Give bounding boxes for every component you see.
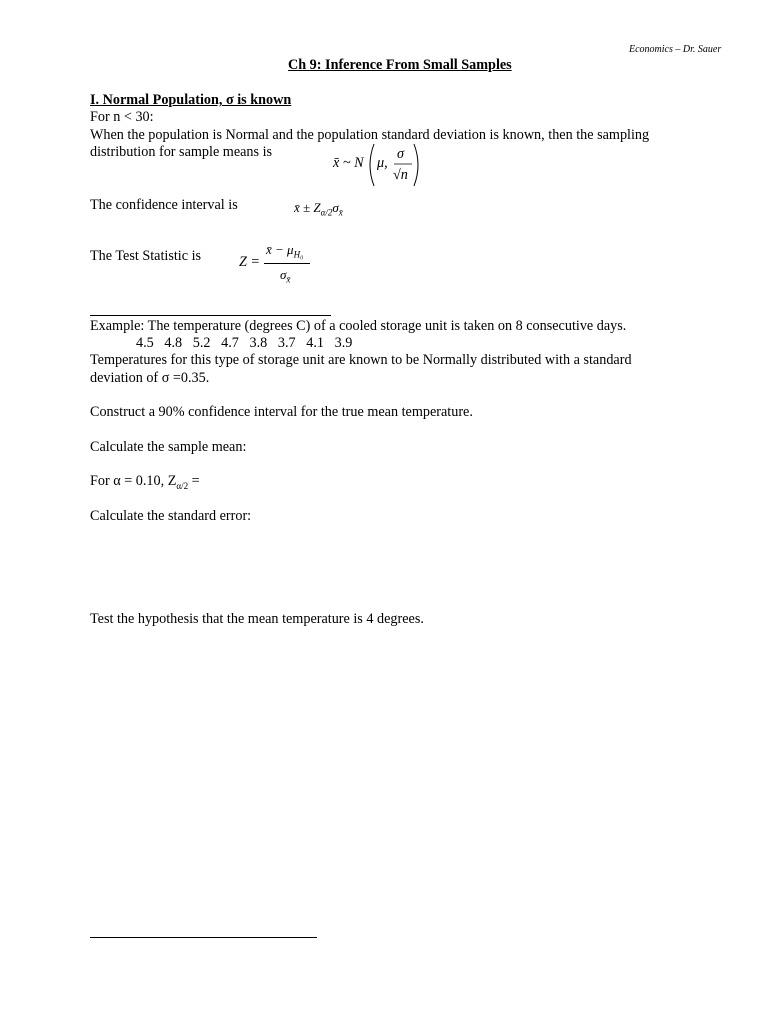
formula-sigma: σ: [397, 146, 404, 162]
page-title: Ch 9: Inference From Small Samples: [288, 57, 512, 73]
ts-numerator: [266, 242, 303, 260]
ts-denominator: [280, 267, 290, 285]
example-intro: Example: The temperature (degrees C) of a cooled storage unit is taken on 8 consecutive days.: [90, 318, 627, 334]
formula-mu: μ,: [377, 155, 388, 171]
ci-formula: [294, 200, 343, 218]
construct-line: Construct a 90% confidence interval for the true mean temperature.: [90, 404, 473, 420]
alpha-text: For α = 0.10, Z: [90, 473, 177, 489]
ts-numerator-sub: H₀: [293, 249, 304, 260]
ci-sigma: σ: [332, 200, 339, 215]
footer-line: [90, 937, 317, 938]
calc-mean-line: Calculate the sample mean:: [90, 439, 247, 455]
for-n-line: For n < 30:: [90, 109, 154, 125]
section-heading: I. Normal Population, σ is known: [90, 92, 292, 108]
fraction-bar: [264, 263, 310, 264]
ci-formula-sub: α/2: [320, 207, 333, 218]
ts-numerator-main: x̄ − μ: [266, 242, 294, 257]
ts-label: The Test Statistic is: [90, 248, 202, 264]
ci-label: The confidence interval is: [90, 197, 238, 213]
formula-xbar-lhs: x̄ ~ N: [333, 155, 364, 171]
alpha-sub: α/2: [176, 480, 189, 491]
example-line-4: deviation of σ =0.35.: [90, 370, 210, 386]
intro-line-1: When the population is Normal and the population standard deviation is known, then the sampling: [90, 127, 650, 143]
example-line-3: Temperatures for this type of storage unit are known to be Normally distributed with a standard: [90, 352, 632, 368]
ts-denominator-sub: x̄: [286, 274, 291, 285]
calc-se-line: Calculate the standard error:: [90, 508, 252, 524]
intro-line-2: distribution for sample means is: [90, 144, 273, 160]
ci-sigma-sub: x̄: [338, 207, 343, 218]
alpha-eq: =: [188, 473, 200, 489]
separator-line: [90, 315, 331, 316]
example-values: 4.5 4.8 5.2 4.7 3.8 3.7 4.1 3.9: [136, 335, 353, 351]
formula-sqrt-n: √n: [393, 167, 408, 183]
ci-formula-main: x̄ ± Z: [294, 200, 321, 215]
ts-denominator-main: σ: [280, 267, 287, 282]
ts-lhs: Z =: [239, 254, 261, 270]
page-header: Economics – Dr. Sauer: [629, 44, 722, 55]
test-hypothesis-line: Test the hypothesis that the mean temperature is 4 degrees.: [90, 611, 424, 627]
alpha-line: [90, 473, 200, 495]
